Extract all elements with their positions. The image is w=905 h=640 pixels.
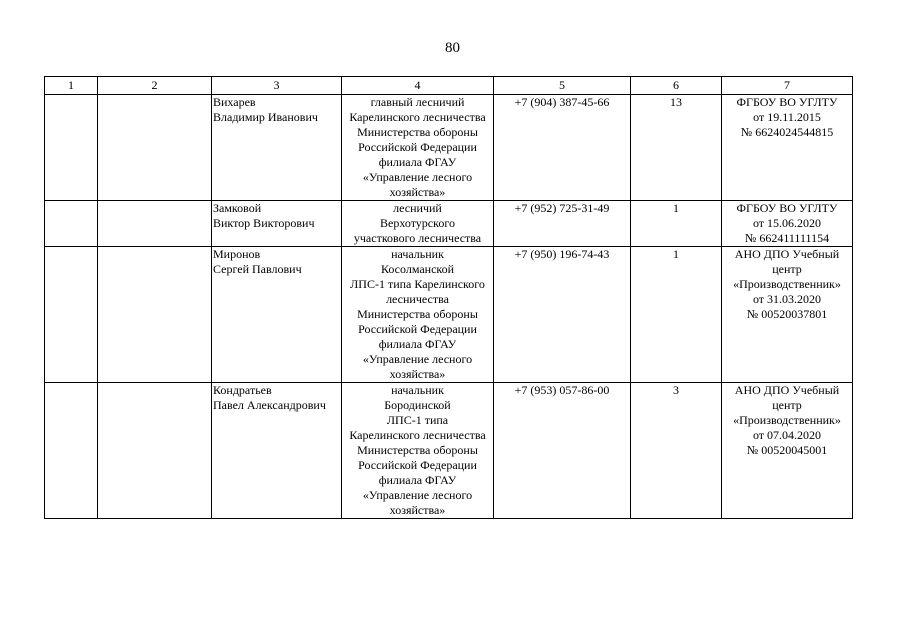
- certificate-cell: [722, 383, 853, 519]
- certificate-line: от 07.04.2020: [752, 428, 822, 442]
- certificate-line: «Производственник»: [733, 277, 841, 291]
- position-line: хозяйства»: [389, 185, 446, 199]
- personnel-table: [44, 76, 853, 519]
- position-line: начальник: [391, 247, 444, 261]
- table-row: [45, 95, 853, 201]
- name-cell: [212, 201, 342, 247]
- given-names: Владимир Иванович: [213, 110, 318, 124]
- table-row: [45, 383, 853, 519]
- position-line: Министерства обороны: [357, 307, 478, 321]
- position-cell: [342, 95, 494, 201]
- position-line: хозяйства»: [389, 503, 446, 517]
- surname: Миронов: [213, 247, 261, 261]
- certificate-cell: [722, 247, 853, 383]
- position-line: Верхотурского: [380, 216, 455, 230]
- table-row: [45, 247, 853, 383]
- position-cell: [342, 201, 494, 247]
- column-header-5: 5: [494, 77, 631, 95]
- position-line: лесничества: [386, 292, 449, 306]
- position-line: ЛПС-1 типа: [386, 413, 449, 427]
- certificate-line: № 00520037801: [746, 307, 828, 321]
- name-cell: [212, 95, 342, 201]
- certificate-line: от 31.03.2020: [752, 292, 822, 306]
- position-line: участкового лесничества: [353, 231, 482, 245]
- position-line: лесничий: [393, 201, 442, 215]
- surname: Кондратьев: [213, 383, 272, 397]
- position-line: главный лесничий: [370, 95, 465, 109]
- position-line: начальник: [391, 383, 444, 397]
- phone-cell: +7 (952) 725-31-49: [494, 201, 631, 247]
- certificate-line: центр: [772, 398, 802, 412]
- column-header-1: 1: [45, 77, 98, 95]
- certificate-line: ФГБОУ ВО УГЛТУ: [736, 95, 838, 109]
- certificate-cell: [722, 95, 853, 201]
- certificate-line: «Производственник»: [733, 413, 841, 427]
- position-line: филиала ФГАУ: [378, 337, 457, 351]
- position-line: Карелинского лесничества: [349, 110, 486, 124]
- position-line: Карелинского лесничества: [349, 428, 486, 442]
- certificate-line: № 00520045001: [746, 443, 828, 457]
- position-line: филиала ФГАУ: [378, 155, 457, 169]
- position-line: «Управление лесного: [362, 488, 473, 502]
- phone-cell: +7 (950) 196-74-43: [494, 247, 631, 383]
- column-header-6: 6: [631, 77, 722, 95]
- position-cell: [342, 383, 494, 519]
- position-line: Российской Федерации: [358, 322, 477, 336]
- position-line: Бородинской: [384, 398, 451, 412]
- given-names: Павел Александрович: [213, 398, 326, 412]
- col2-cell: [98, 383, 212, 519]
- col1-cell: [45, 95, 98, 201]
- position-line: «Управление лесного: [362, 170, 473, 184]
- experience-cell: 13: [631, 95, 722, 201]
- position-line: Российской Федерации: [358, 140, 477, 154]
- column-header-2: 2: [98, 77, 212, 95]
- col1-cell: [45, 201, 98, 247]
- experience-cell: 1: [631, 201, 722, 247]
- certificate-line: АНО ДПО Учебный: [734, 247, 840, 261]
- col2-cell: [98, 201, 212, 247]
- given-names: Сергей Павлович: [213, 262, 302, 276]
- position-line: ЛПС-1 типа Карелинского: [350, 277, 485, 291]
- position-line: Косолманской: [380, 262, 455, 276]
- table-row: [45, 201, 853, 247]
- name-cell: [212, 247, 342, 383]
- col1-cell: [45, 383, 98, 519]
- name-cell: [212, 383, 342, 519]
- header-row: [45, 77, 853, 95]
- certificate-line: от 19.11.2015: [753, 110, 821, 124]
- certificate-line: от 15.06.2020: [752, 216, 822, 230]
- position-line: Российской Федерации: [358, 458, 477, 472]
- position-line: хозяйства»: [389, 367, 446, 381]
- phone-cell: +7 (904) 387-45-66: [494, 95, 631, 201]
- certificate-line: центр: [772, 262, 802, 276]
- surname: Замковой: [213, 201, 262, 215]
- experience-cell: 1: [631, 247, 722, 383]
- phone-cell: +7 (953) 057-86-00: [494, 383, 631, 519]
- column-header-3: 3: [212, 77, 342, 95]
- page-number: 80: [445, 40, 460, 56]
- col2-cell: [98, 95, 212, 201]
- position-line: филиала ФГАУ: [378, 473, 457, 487]
- col1-cell: [45, 247, 98, 383]
- certificate-line: АНО ДПО Учебный: [734, 383, 840, 397]
- position-line: Министерства обороны: [357, 125, 478, 139]
- certificate-line: ФГБОУ ВО УГЛТУ: [736, 201, 838, 215]
- certificate-line: № 662411111154: [744, 231, 830, 245]
- position-cell: [342, 247, 494, 383]
- given-names: Виктор Викторович: [213, 216, 315, 230]
- surname: Вихарев: [213, 95, 256, 109]
- position-line: Министерства обороны: [357, 443, 478, 457]
- experience-cell: 3: [631, 383, 722, 519]
- certificate-line: № 6624024544815: [740, 125, 834, 139]
- position-line: «Управление лесного: [362, 352, 473, 366]
- certificate-cell: [722, 201, 853, 247]
- column-header-7: 7: [722, 77, 853, 95]
- column-header-4: 4: [342, 77, 494, 95]
- col2-cell: [98, 247, 212, 383]
